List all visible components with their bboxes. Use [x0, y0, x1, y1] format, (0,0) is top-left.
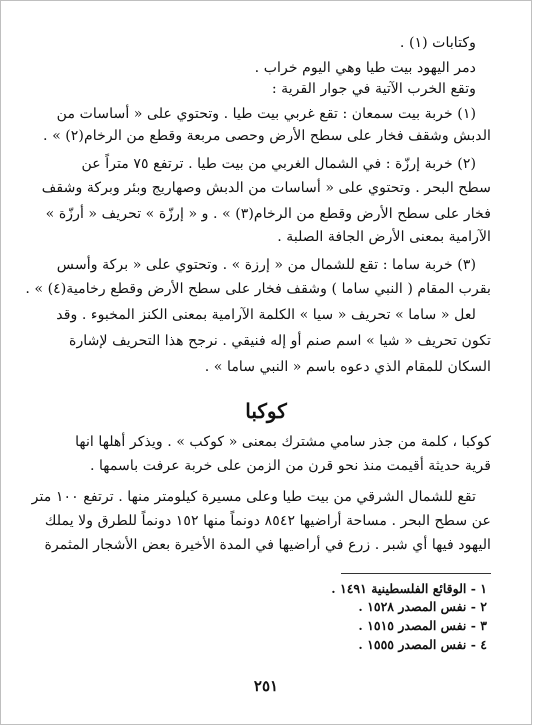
footnote: ١ - الوقائع الفلسطينية ١٤٩١ . — [331, 581, 487, 596]
page-number: ٢٥١ — [253, 677, 279, 695]
text-line: عن سطح البحر . مساحة أراضيها ٨٥٤٢ دونماً منها ١٥٢ دونماً للطرق ولا يملك — [44, 513, 491, 529]
text-line: (٣) خربة ساما : تقع للشمال من « إرزة » . وتحتوي على « بركة وأسس — [56, 257, 476, 273]
text-line: الآرامية بمعنى الأرض الجافة الصلبة . — [277, 229, 491, 245]
text-line: وتقع الخرب الآتية في جوار القرية : — [271, 81, 476, 97]
text-line: السكان للمقام الذي دعوه باسم « النبي ساما » . — [204, 359, 491, 375]
text-line: الدبش وشقف فخار على سطح الأرض وحصى مربعة وقطع من الرخام(٢) » . — [43, 128, 491, 144]
text-line: بقرب المقام ( النبي ساما ) وشقف فخار على سطح الأرض وقطع رخامية(٤) » . — [25, 281, 491, 297]
text-line: سطح البحر . وتحتوي على « أساسات من الدبش وصهاريج وبئر وبركة وشقف — [41, 180, 491, 196]
text-line: قرية حديثة أقيمت منذ نحو قرن من الزمن على خربة عرفت باسمها . — [89, 458, 491, 474]
text-line: تكون تحريف « شيا » اسم صنم أو إله فنيقي . نرجح هذا التحريف لإشارة — [69, 333, 491, 349]
footnote: ٢ - نفس المصدر ١٥٢٨ . — [358, 599, 487, 614]
text-line: (١) خربة بيت سمعان : تقع غربي بيت طيا . وتحتوي على « أساسات من — [56, 106, 476, 122]
section-heading: كوكبا — [245, 399, 287, 423]
footnote: ٣ - نفس المصدر ١٥١٥ . — [358, 618, 487, 633]
text-line: اليهود فيها أي شبر . زرع في أراضيها في المدة الأخيرة بعض الأشجار المثمرة — [44, 537, 491, 553]
text-line: وكتابات (١) . — [399, 35, 476, 51]
text-line: تقع للشمال الشرقي من بيت طيا وعلى مسيرة كيلومتر منها . ترتفع ١٠٠ متر — [31, 489, 476, 505]
footnote-divider — [341, 573, 491, 574]
text-line: دمر اليهود بيت طيا وهي اليوم خراب . — [254, 60, 476, 76]
footnote: ٤ - نفس المصدر ١٥٥٥ . — [358, 637, 487, 652]
text-line: لعل « ساما » تحريف « سيا » الكلمة الآرامية بمعنى الكنز المخبوء . وقد — [56, 307, 476, 323]
text-line: فخار على سطح الأرض وقطع من الرخام(٣) » . و « إرزّة » تحريف « أرزّة » — [45, 206, 491, 222]
text-line: كوكبا ، كلمة من جذر سامي مشترك بمعنى « كوكب » . ويذكر أهلها انها — [75, 434, 491, 450]
text-line: (٢) خربة إرزّة : في الشمال الغربي من بيت طيا . ترتفع ٧٥ متراً عن — [81, 156, 476, 172]
